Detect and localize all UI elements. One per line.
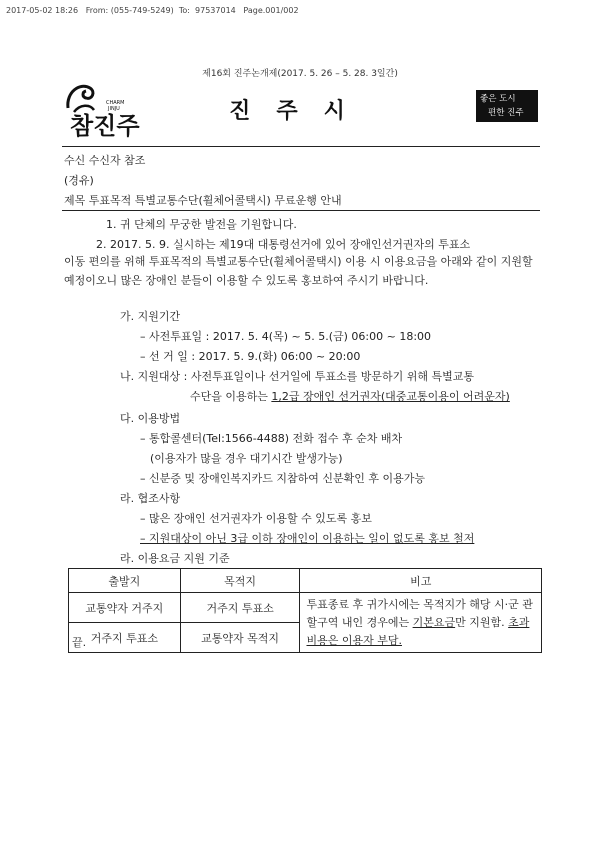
fee-table [68,568,542,653]
slogan-line-2: 편한 진주 [488,108,524,118]
row-1-origin: 교통약자 거주지 [69,593,181,623]
paragraph-2-rest: 이동 편의를 위해 투표목적의 특별교통수단(휠체어콜택시) 이용 시 이용요금을 아래와 같이 지원할 예정이오니 많은 장애인 분들이 이용할 수 있도록 홍보하여 주시기 바랍니다. [64,255,533,287]
fax-page: Page.001/002 [243,6,299,15]
logo-latin-2: JINJU [108,106,120,112]
city-logo [60,78,140,140]
paragraph-1: 1. 귀 단체의 무궁한 발전을 기원합니다. [106,218,297,231]
subject-divider [62,210,540,211]
remarks-text-a: 투표종료 후 귀가시에는 목적지가 해당 시·군 관할구역 내인 경우에는 [306,597,533,629]
header-origin: 출발지 [69,569,181,593]
ga-item-1: – 사전투표일 : 2017. 5. 4(목) ~ 5. 5.(금) 06:00 ~ 18:00 [140,330,432,343]
table-row [69,593,542,623]
fax-header [6,6,299,15]
header-remarks: 비고 [300,569,542,593]
da-item-3: – 신분증 및 장애인복지카드 지참하여 신분확인 후 이용가능 [140,472,425,485]
logo-script-text: 참진주 [70,111,140,140]
row-1-destination: 거주지 투표소 [180,593,300,623]
header-destination: 목적지 [180,569,300,593]
logo-latin-1: CHARM [106,100,125,106]
recipient-line: 수신 수신자 참조 [64,154,146,167]
section-ra-heading: 라. 협조사항 [120,492,181,505]
da-item-2: (이용자가 많을 경우 대기시간 발생가능) [150,452,343,465]
fax-from: From: (055-749-5249) [85,6,174,15]
logo-emblem-icon [60,78,140,140]
slogan-line-1: 좋은 도시 [480,94,516,104]
remarks-text-c: 만 지원함. [455,615,509,629]
row-2-origin: 거주지 투표소 [69,623,181,653]
table-header-row [69,569,542,593]
ra-item-2: – 지원대상이 아닌 3급 이하 장애인이 이용하는 일이 없도록 홍보 철저 [140,532,475,545]
fax-to-label: To: [178,6,190,15]
via-line: (경유) [64,174,94,187]
section-da-heading: 다. 이용방법 [120,412,181,425]
fax-datetime: 2017-05-02 18:26 [6,6,79,15]
row-2-destination: 교통약자 목적지 [180,623,300,653]
ra-item-1: – 많은 장애인 선거권자가 이용할 수 있도록 홍보 [140,512,372,525]
na-target-underlined: 1,2급 장애인 선거권자(대중교통이용이 어려운자) [271,390,510,403]
remarks-cell [300,593,542,653]
section-ga-heading: 가. 지원기간 [120,310,181,323]
city-slogan [476,90,538,122]
paragraph-2-first-line: 2. 2017. 5. 9. 실시하는 제19대 대통령선거에 있어 장애인선거권자의 투표소 [96,238,471,251]
ga-item-2: – 선 거 일 : 2017. 5. 9.(화) 06:00 ~ 20:00 [140,350,361,363]
section-na-heading: 나. 지원대상 : 사전투표일이나 선거일에 투표소를 방문하기 위해 특별교통 [120,370,474,383]
na-line-2-prefix: 수단을 이용하는 [190,390,272,403]
event-line: 제16회 진주논개제(2017. 5. 26 – 5. 28. 3일간) [202,69,398,79]
document-title: 진주시 [229,99,371,124]
end-mark: 끝. [72,636,87,649]
header-divider [62,146,540,147]
subject-line: 제목 투표목적 특별교통수단(휠체어콜택시) 무료운행 안내 [64,194,342,207]
da-item-1: – 통합콜센터(Tel:1566-4488) 전화 접수 후 순차 배차 [140,432,403,445]
fax-to-number: 97537014 [195,6,236,15]
section-ra2-heading: 라. 이용요금 지원 기준 [120,552,230,565]
remarks-basic-fare: 기본요금 [412,615,456,629]
remarks-excess-cost: 초과비용은 이용자 부담. [306,615,530,647]
na-line-2 [190,388,510,404]
